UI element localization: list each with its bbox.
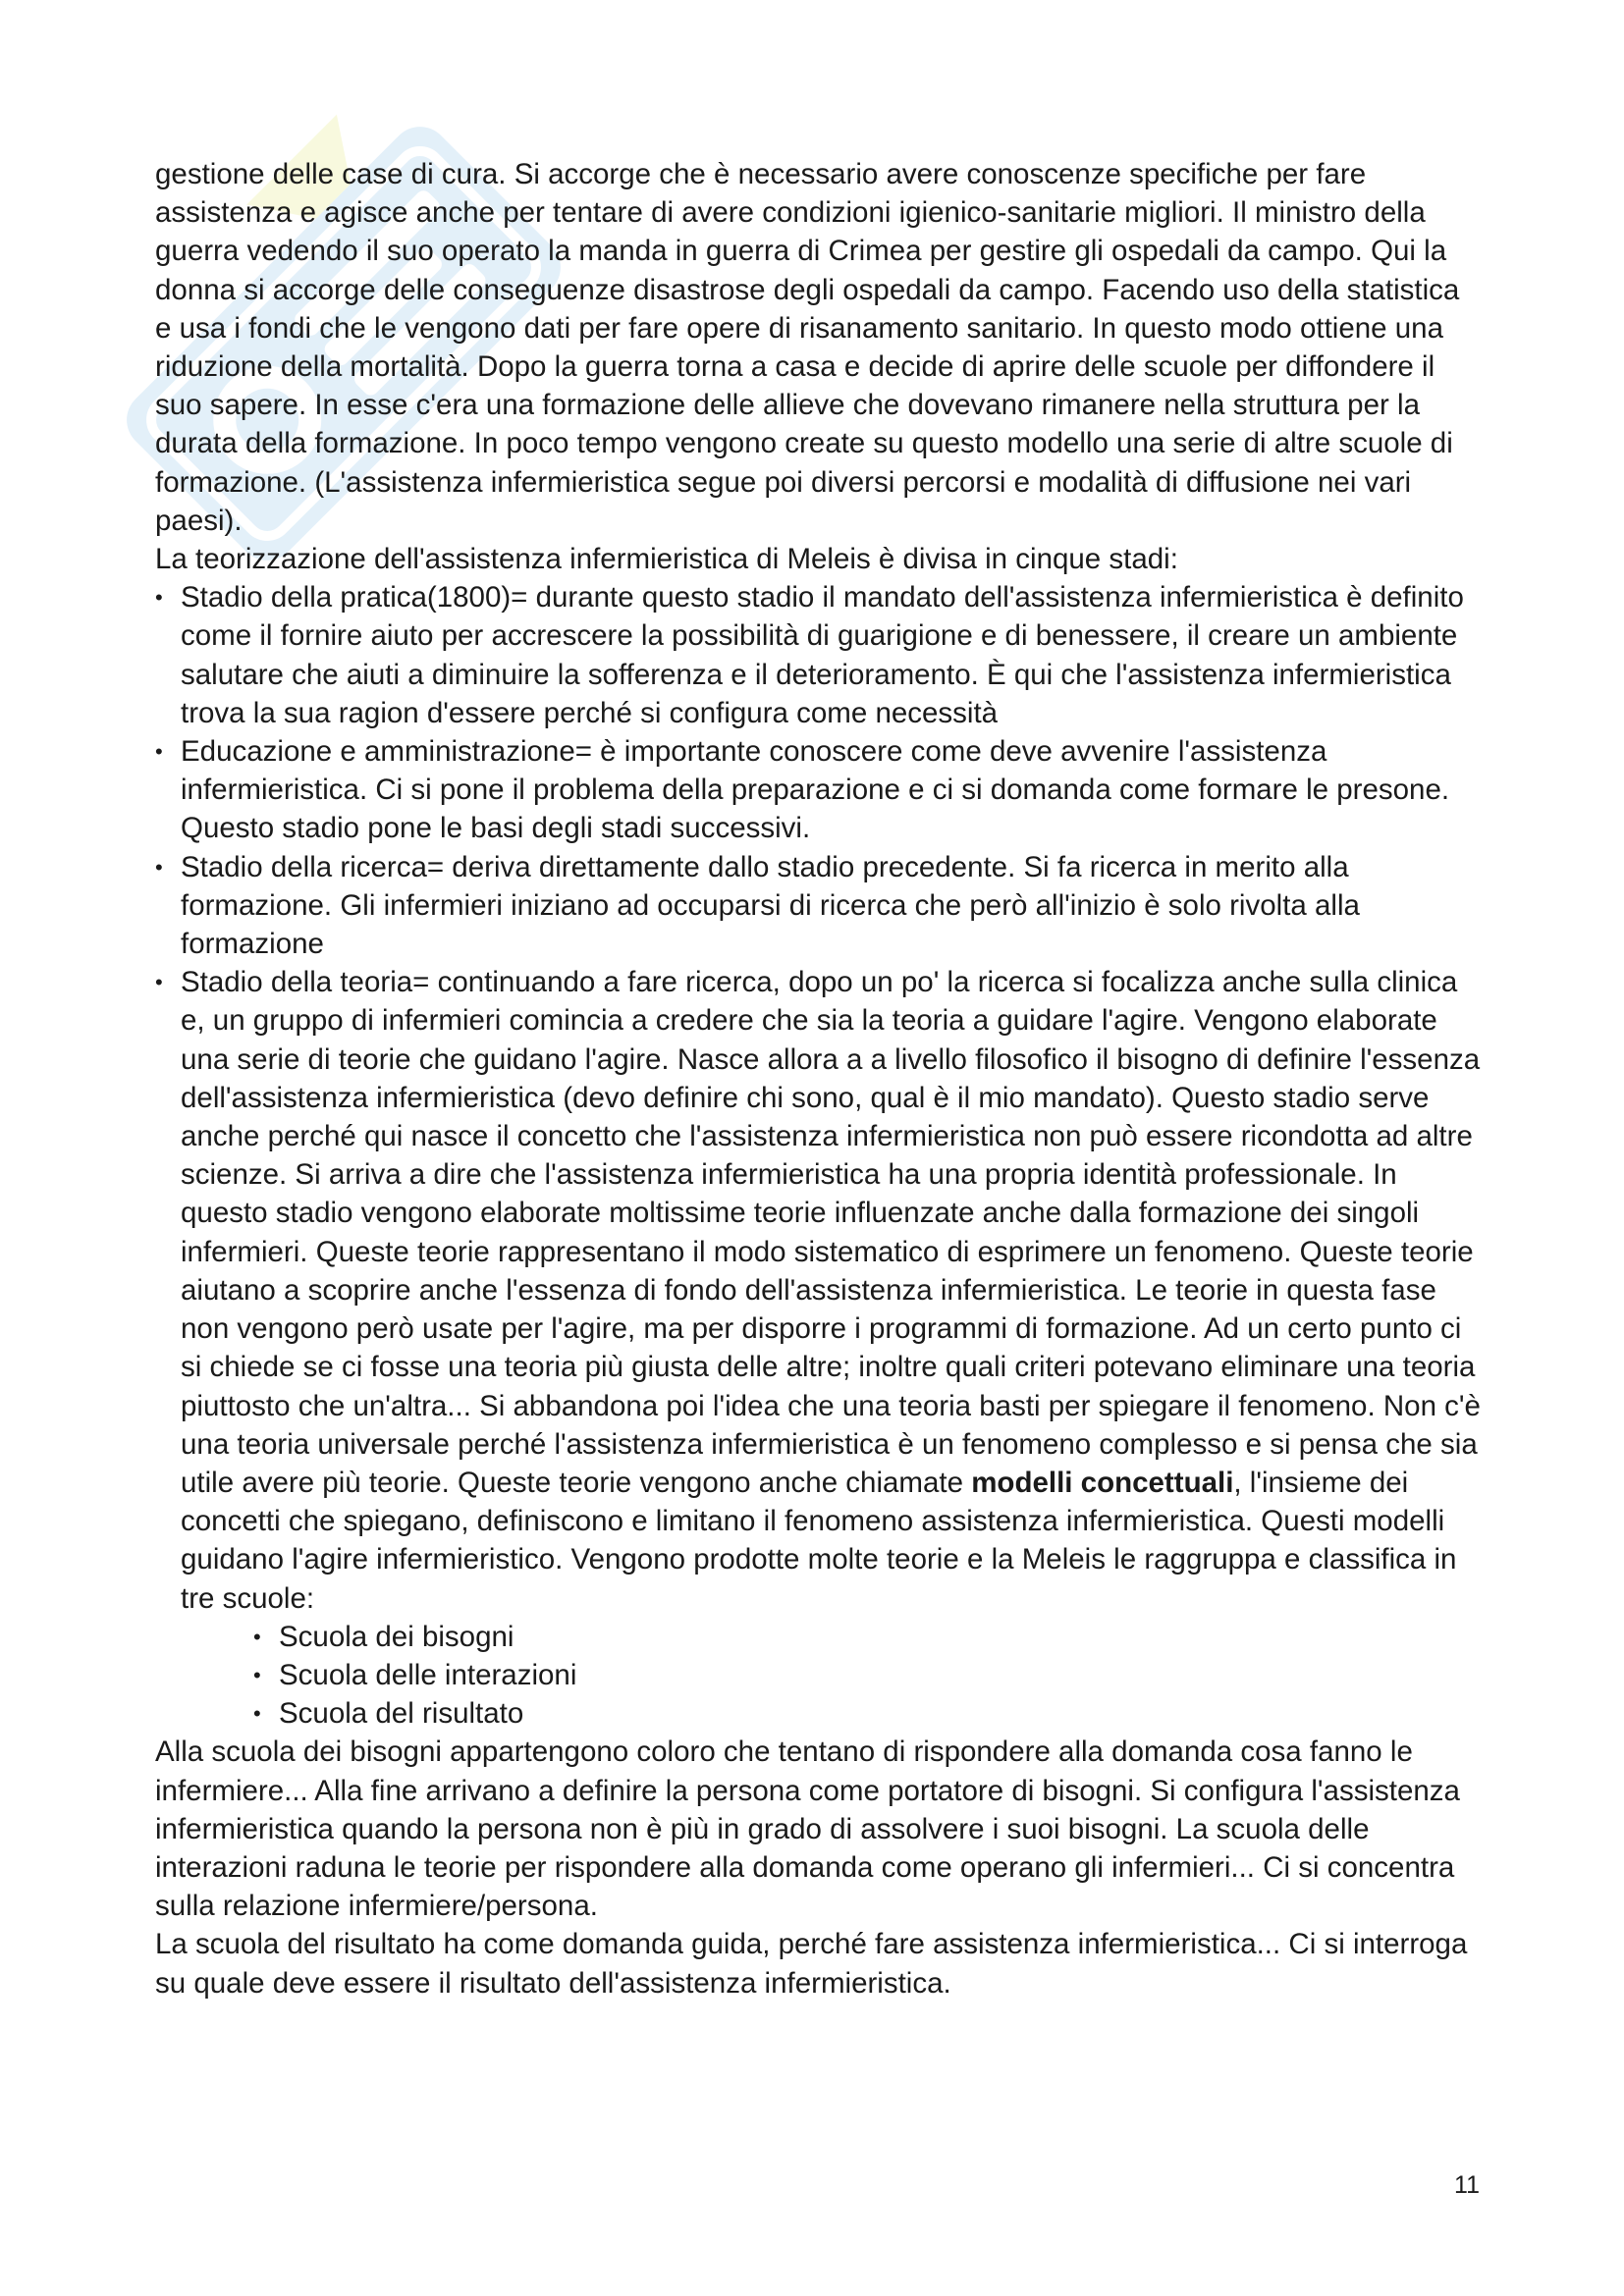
result-paragraph: La scuola del risultato ha come domanda guida, perché fare assistenza infermieristica... Ci si interroga su quale deve essere il risultato dell'assistenza infermieristica. bbox=[155, 1928, 1468, 2000]
stage-item-practice: • Stadio della pratica(1800)= durante questo stadio il mandato dell'assistenza infermieristica è definito come il fornire aiuto per accrescere la possibilità di guarigione e di benessere, il creare un ambiente salutare che aiuti a diminuire la sofferenza e il deterioramento. È qui che l'assistenza infermieristica trova la sua ragion d'essere perché si configura come necessità bbox=[155, 578, 1481, 732]
stage-item-theory bbox=[155, 963, 1481, 1733]
stages-list bbox=[155, 578, 1481, 1733]
school-item-result: • Scuola del risultato bbox=[253, 1694, 1481, 1733]
intro-paragraph: gestione delle case di cura. Si accorge che è necessario avere conoscenze specifiche per fare assistenza e agisce anche per tentare di avere condizioni igienico-sanitarie migliori. Il ministro della guerra vedendo il suo operato la manda in guerra di Crimea per gestire gli ospedali da campo. Qui la donna si accorge delle conseguenze disastrose degli ospedali da campo. Facendo uso della statistica e usa i fondi che le vengono dati per fare opere di risanamento sanitario. In questo modo ottiene una riduzione della mortalità. Dopo la guerra torna a casa e decide di aprire delle scuole per diffondere il suo sapere. In esse c'era una formazione delle allieve che dovevano rimanere nella struttura per la durata della formazione. In poco tempo vengono create su questo modello una serie di altre scuole di formazione. (L'assistenza infermieristica segue poi diversi percorsi e modalità di diffusione nei vari paesi). bbox=[155, 158, 1460, 537]
school-item-interactions: • Scuola delle interazioni bbox=[253, 1656, 1481, 1694]
schools-list bbox=[181, 1618, 1481, 1734]
document-body bbox=[155, 155, 1481, 2002]
theory-text-part2: , l'insieme dei concetti che spiegano, definiscono e limitano il fenomeno assistenza infermieristica. Questi modelli guidano l'agire infermieristico. Vengono prodotte molte teorie e la Meleis le raggruppa e classifica in tre scuole: bbox=[181, 1466, 1457, 1615]
stage-item-research: • Stadio della ricerca= deriva direttamente dallo stadio precedente. Si fa ricerca in merito alla formazione. Gli infermieri iniziano ad occuparsi di ricerca che però all'inizio è solo rivolta alla formazione bbox=[155, 848, 1481, 964]
school-item-needs: • Scuola dei bisogni bbox=[253, 1618, 1481, 1656]
theory-text-part1: Stadio della teoria= continuando a fare ricerca, dopo un po' la ricerca si focalizza anche sulla clinica e, un gruppo di infermieri comincia a credere che sia la teoria a guidare l'agire. Vengono elaborate una serie di teorie che guidano l'agire. Nasce allora a a livello filosofico il bisogno di definire l'essenza dell'assistenza infermieristica (devo definire chi sono, qual è il mio mandato). Questo stadio serve anche perché qui nasce il concetto che l'assistenza infermieristica non può essere ricondotta ad altre scienze. Si arriva a dire che l'assistenza infermieristica ha una propria identità professionale. In questo stadio vengono elaborate moltissime teorie influenzate anche dalla formazione dei singoli infermieri. Queste teorie rappresentano il modo sistematico di esprimere un fenomeno. Queste teorie aiutano a scoprire anche l'essenza di fondo dell'assistenza infermieristica. Le teorie in questa fase non vengono però usate per l'agire, ma per disporre i programmi di formazione. Ad un certo punto ci si chiede se ci fosse una teoria più giusta delle altre; inoltre quali criteri potevano eliminare una teoria piuttosto che un'altra... Si abbandona poi l'idea che una teoria basti per spiegare il fenomeno. Non c'è una teoria universale perché l'assistenza infermieristica è un fenomeno complesso e si pensa che sia utile avere più teorie. Queste teorie vengono anche chiamate bbox=[181, 966, 1481, 1499]
page-number: 11 bbox=[1454, 2171, 1480, 2199]
conceptual-models-term: modelli concettuali bbox=[971, 1466, 1234, 1499]
stages-intro: La teorizzazione dell'assistenza infermieristica di Meleis è divisa in cinque stadi: bbox=[155, 543, 1178, 576]
stage-item-education: • Educazione e amministrazione= è importante conoscere come deve avvenire l'assistenza infermieristica. Ci si pone il problema della preparazione e ci si domanda come formare le presone. Questo stadio pone le basi degli stadi successivi. bbox=[155, 732, 1481, 848]
schools-paragraph: Alla scuola dei bisogni appartengono coloro che tentano di rispondere alla domanda cosa fanno le infermiere... Alla fine arrivano a definire la persona come portatore di bisogni. Si configura l'assistenza infermieristica quando la persona non è più in grado di assolvere i suoi bisogni. La scuola delle interazioni raduna le teorie per rispondere alla domanda come operano gli infermieri... Ci si concentra sulla relazione infermiere/persona. bbox=[155, 1735, 1460, 1923]
